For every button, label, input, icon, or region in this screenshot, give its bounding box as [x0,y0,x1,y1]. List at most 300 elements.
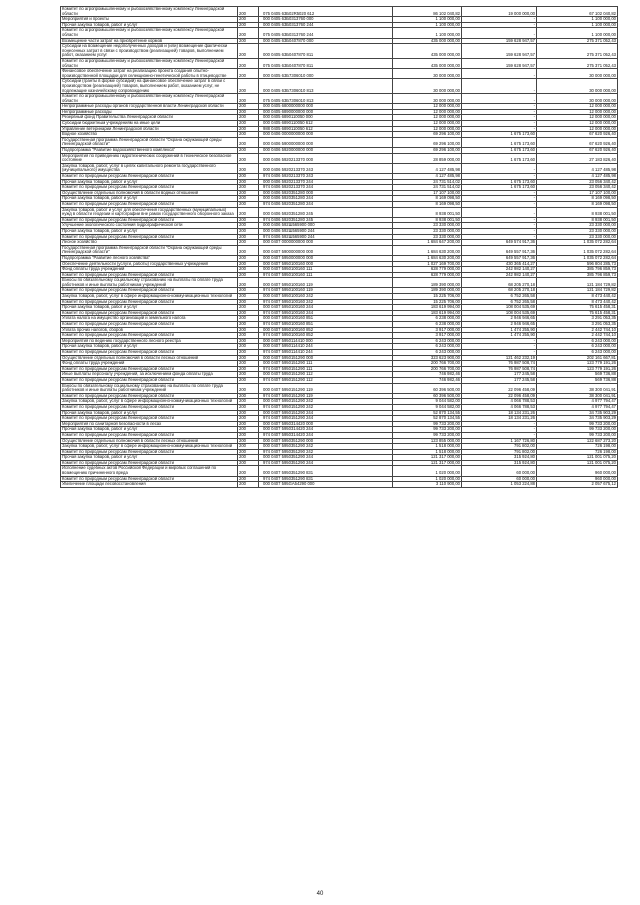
row-code: 200 [238,310,259,316]
row-name: Комитет по природным ресурсам Ленинградской области [61,174,238,180]
row-approved: 435 000 000,00 [393,58,462,68]
row-approved: 435 000 000,00 [393,44,462,59]
row-executed: 242 982 140,27 [462,272,537,278]
row-name: Комитет по природным ресурсам Ленинградской области [61,234,238,240]
row-classification: 000 0407 595GA54290 000 [259,482,393,488]
row-executed: - [462,201,537,207]
row-executed: 315 924,80 [462,455,537,461]
row-classification: 000 0407 5950314420 000 [259,421,393,427]
row-executed: 649 557 917,36 [462,245,537,255]
row-executed: - [462,109,537,115]
row-code: 200 [238,245,259,255]
row-executed: 108 004 535,69 [462,305,537,311]
row-code: 200 [238,240,259,246]
row-name: Государственная программа Ленинградской области "Охрана окружающей среды Ленинградской области" [61,137,238,147]
row-classification: 974 0407 5950351290 831 [259,476,393,482]
row-executed: - [462,432,537,438]
row-remaining: 75 615 458,31 [537,305,618,311]
row-approved: 1 684 630 200,00 [393,255,462,261]
row-name: Комитет по агропромышленному и рыбохозяйственному комплексу Ленинградской области [61,7,238,17]
row-name: Уплата налога на имущество организаций и земельного налога [61,316,238,322]
row-executed: - [462,79,537,94]
row-remaining: 121 001 075,20 [537,460,618,466]
row-approved: 8 169 098,50 [393,201,462,207]
row-remaining: 385 796 859,73 [537,272,618,278]
row-executed: - [462,126,537,132]
row-remaining: 17 107 100,00 [537,190,618,196]
row-approved: 323 623 900,00 [393,355,462,361]
row-remaining: 12 000 000,00 [537,104,618,110]
row-remaining: 121 184 729,82 [537,278,618,288]
row-classification: 974 0406 5920213370 244 [259,185,393,191]
row-executed: 68 205 270,18 [462,288,537,294]
row-name: Комитет по природным ресурсам Ленинградской области [61,366,238,372]
row-code: 200 [238,294,259,300]
row-classification: 000 0406 5920000000 000 [259,148,393,154]
row-name: Комитет по природным ресурсам Ленинградской области [61,350,238,356]
row-executed: 18 134 231,26 [462,410,537,416]
row-code: 200 [238,104,259,110]
row-name: Уплата прочих налогов, сборов [61,327,238,333]
row-approved: 30 000 000,00 [393,79,462,94]
row-executed: - [462,190,537,196]
row-executed: 22 096 458,09 [462,383,537,393]
row-code: 200 [238,126,259,132]
table-row [61,466,618,476]
table-row [61,28,618,38]
row-code: 200 [238,217,259,223]
row-name: Подпрограмма "Развитие водохозяйственного комплекса" [61,148,238,154]
row-classification: 000 0407 5950114410 000 [259,338,393,344]
row-remaining: 6 243 000,00 [537,350,618,356]
row-code: 200 [238,132,259,138]
row-remaining: 275 371 052,43 [537,38,618,44]
row-code: 200 [238,416,259,422]
row-remaining: 99 733 200,00 [537,427,618,433]
row-executed: 430 365 414,27 [462,261,537,267]
row-classification: 000 0407 0000000000 000 [259,240,393,246]
row-name: Комитет по природным ресурсам Ленинградской области [61,476,238,482]
row-remaining: 23 330 000,00 [537,228,618,234]
row-name: Мероприятия по санитарной безопасности в лесах [61,421,238,427]
row-name: Прочая закупка товаров, работ и услуг [61,344,238,350]
row-name: Комитет по природным ресурсам Ленинградской области [61,322,238,328]
row-name: Непрограммные расходы органов государственной власти Ленинградской области [61,104,238,110]
row-approved: 1 684 630 200,00 [393,245,462,255]
row-executed: 649 557 917,36 [462,255,537,261]
row-classification: 000 0407 5950351290 242 [259,444,393,450]
row-remaining: 6 243 000,00 [537,344,618,350]
row-code: 200 [238,38,259,44]
table-row [61,44,618,59]
table-row [61,69,618,79]
row-approved: 23 330 000,00 [393,234,462,240]
budget-table-sheet [60,6,616,488]
row-executed: 6 752 265,58 [462,299,537,305]
row-code: 200 [238,383,259,393]
row-remaining: 8 938 001,50 [537,217,618,223]
row-remaining: 123 779 191,26 [537,361,618,367]
row-classification: 075 0405 63Б7306010 813 [259,94,393,104]
row-code: 200 [238,327,259,333]
row-classification: 974 0407 5950151290 244 [259,416,393,422]
row-approved: 123 855 000,00 [393,438,462,444]
row-executed: - [462,421,537,427]
row-remaining: 67 620 926,40 [537,137,618,147]
row-remaining: 30 000 000,00 [537,69,618,79]
row-classification: 000 0407 5950100160 851 [259,316,393,322]
row-classification: 974 0407 5950114410 244 [259,350,393,356]
table-row [61,94,618,104]
row-name: Комитет по природным ресурсам Ленинградской области [61,201,238,207]
row-approved: 15 225 706,00 [393,299,462,305]
row-code: 200 [238,455,259,461]
row-code: 200 [238,377,259,383]
row-executed: 177 245,58 [462,372,537,378]
row-code: 200 [238,267,259,273]
row-classification: 000 0405 63Б0313760 000 [259,17,393,23]
row-name: Комитет по агропромышленному и рыбохозяйственному комплексу Ленинградской области [61,58,238,68]
row-code: 200 [238,316,259,322]
row-classification: 000 0407 5950100160 244 [259,305,393,311]
row-classification: 974 0407 5950100160 244 [259,310,393,316]
row-classification: 000 0407 5900000000 000 [259,245,393,255]
row-code: 200 [238,272,259,278]
row-approved: 183 619 994,00 [393,310,462,316]
row-code: 200 [238,121,259,127]
page-number: 40 [316,891,324,897]
row-code: 200 [238,44,259,59]
row-name: Прочая закупка товаров, работ и услуг [61,228,238,234]
row-classification: 000 0406 5920213370 244 [259,179,393,185]
row-code: 200 [238,305,259,311]
row-approved: 9 044 582,00 [393,399,462,405]
row-code: 200 [238,393,259,399]
row-code: 200 [238,338,259,344]
row-remaining: 385 796 859,73 [537,267,618,273]
row-executed: - [462,338,537,344]
row-remaining: 34 735 903,29 [537,416,618,422]
row-executed: 1 675 173,60 [462,137,537,147]
row-classification: 000 0405 63Б7306010 813 [259,79,393,94]
row-name: Закупка товаров, работ, услуг в сфере информационно-коммуникационных технологий [61,294,238,300]
row-approved: 24 731 514,02 [393,179,462,185]
row-approved: 60 396 500,00 [393,393,462,399]
row-name: Закупка товаров, работ и услуг для обеспечения государственных (муниципальных) нужд в области геодезии и картографии вне рамок государственного оборонного заказа [61,207,238,217]
row-code: 200 [238,460,259,466]
row-executed: 649 574 917,36 [462,240,537,246]
row-classification: 000 0405 63Б0407870 000 [259,38,393,44]
row-remaining: 569 736,88 [537,372,618,378]
row-remaining: 1 100 000,00 [537,17,618,23]
row-executed: - [462,196,537,202]
row-remaining: 275 371 052,43 [537,58,618,68]
row-code: 200 [238,115,259,121]
row-code: 200 [238,7,259,17]
row-classification: 000 0407 5950151290 242 [259,399,393,405]
row-remaining: 6 243 000,00 [537,338,618,344]
row-classification: 974 0406 592Ш565900 244 [259,234,393,240]
row-approved: 3 110 900,00 [393,482,462,488]
row-code: 200 [238,438,259,444]
row-classification: 000 0407 5950114410 244 [259,344,393,350]
row-executed: 177 245,58 [462,377,537,383]
row-executed: 1 675 173,60 [462,179,537,185]
row-executed: - [462,350,537,356]
row-remaining: 8 473 440,42 [537,299,618,305]
row-remaining: 3 291 053,35 [537,322,618,328]
row-name: Мероприятия и проекты [61,17,238,23]
row-code: 200 [238,58,259,68]
row-approved: 4 127 485,98 [393,163,462,173]
row-approved: 12 000 000,00 [393,126,462,132]
row-approved: 12 000 000,00 [393,104,462,110]
row-name: Комитет по агропромышленному и рыбохозяйственному комплексу Ленинградской области [61,94,238,104]
row-executed: - [462,28,537,38]
row-code: 200 [238,153,259,163]
row-executed: 1 167 726,80 [462,438,537,444]
row-executed: - [462,121,537,127]
row-name: Фонд оплаты труда учреждений [61,361,238,367]
row-classification: 000 0405 63Б7306010 000 [259,69,393,79]
table-body [61,7,618,488]
row-name: Фонд оплаты труда учреждений [61,267,238,273]
row-classification: 075 0405 63Б02R5020 612 [259,7,393,17]
row-name: Взносы по обязательному социальному страхованию на выплаты по оплате труда работников и иные выплаты работникам учреждений [61,278,238,288]
row-approved: 86 102 040,82 [393,7,462,17]
row-classification: 974 0406 5920351280 244 [259,201,393,207]
row-executed: 159 628 947,57 [462,38,537,44]
row-classification: 974 0407 5950100160 119 [259,288,393,294]
row-remaining: 1 100 000,00 [537,28,618,38]
row-name: Комитет по природным ресурсам Ленинградской области [61,272,238,278]
row-code: 200 [238,350,259,356]
row-code: 200 [238,228,259,234]
row-executed: - [462,163,537,173]
row-name: Резервный фонд Правительства Ленинградской области [61,115,238,121]
row-classification: 974 0407 5950100160 851 [259,322,393,328]
row-name: Взносы по обязательному социальному страхованию на выплаты по оплате труда работников и иные выплаты работникам учреждений [61,383,238,393]
row-classification: 000 0407 5950151290 000 [259,355,393,361]
row-approved: 9 044 582,00 [393,404,462,410]
row-classification: 000 0406 5920351280 244 [259,196,393,202]
row-remaining: 8 169 098,50 [537,201,618,207]
row-executed: - [462,69,537,79]
row-remaining: 12 000 000,00 [537,115,618,121]
row-executed: - [462,207,537,217]
table-row [61,482,618,488]
row-name: Комитет по агропромышленному и рыбохозяйственному комплексу Ленинградской области [61,28,238,38]
row-code: 200 [238,476,259,482]
row-approved: 746 982,46 [393,372,462,378]
row-remaining: 3 291 053,35 [537,316,618,322]
row-approved: 12 000 000,00 [393,121,462,127]
row-name: Исполнение судебных актов Российской Федерации и мировых соглашений по возмещению причиненного вреда [61,466,238,476]
row-approved: 99 733 200,00 [393,421,462,427]
row-classification: 000 0407 5950000000 000 [259,255,393,261]
row-approved: 628 779 000,00 [393,267,462,273]
row-name: Комитет по природным ресурсам Ленинградской области [61,377,238,383]
row-executed: - [462,104,537,110]
row-approved: 6 238 000,00 [393,316,462,322]
row-code: 200 [238,333,259,339]
row-code: 200 [238,174,259,180]
row-executed: 60 000,00 [462,466,537,476]
row-approved: 17 107 100,00 [393,190,462,196]
row-remaining: 30 000 000,00 [537,79,618,94]
row-remaining: 12 000 000,00 [537,109,618,115]
row-name: Мероприятия по приведению гидротехнических сооружений в техническое безопасное состояние [61,153,238,163]
row-remaining: 2 442 744,10 [537,327,618,333]
row-remaining: 2 057 675,12 [537,482,618,488]
row-name: Комитет по природным ресурсам Ленинградской области [61,449,238,455]
row-executed: 4 066 788,53 [462,404,537,410]
row-executed: 1 675 173,60 [462,153,537,163]
row-executed: 6 752 265,58 [462,294,537,300]
row-code: 200 [238,255,259,261]
row-executed: 1 675 173,60 [462,148,537,154]
row-remaining: 12 000 000,00 [537,121,618,127]
row-remaining: 4 977 794,47 [537,399,618,405]
row-code: 200 [238,17,259,23]
row-code: 200 [238,278,259,288]
row-executed: 76 987 508,74 [462,366,537,372]
row-code: 200 [238,201,259,207]
row-approved: 4 127 485,98 [393,174,462,180]
row-classification: 000 0405 6890110050 000 [259,115,393,121]
row-approved: 746 982,46 [393,377,462,383]
row-classification: 974 0406 5920213370 243 [259,174,393,180]
row-name: Возмещение части затрат на приобретение кормов [61,38,238,44]
table-row [61,278,618,288]
row-remaining: 4 127 485,98 [537,163,618,173]
row-approved: 6 243 000,00 [393,338,462,344]
row-approved: 69 296 100,00 [393,148,462,154]
row-code: 200 [238,355,259,361]
row-executed: 1 474 255,90 [462,327,537,333]
row-approved: 12 000 000,00 [393,109,462,115]
row-remaining: 38 300 041,91 [537,383,618,393]
row-approved: 8 938 001,50 [393,207,462,217]
row-remaining: 99 733 200,00 [537,421,618,427]
row-name: Обеспечение деятельности (услуги, работы) государственных учреждений [61,261,238,267]
row-executed: 159 628 947,57 [462,58,537,68]
row-approved: 69 296 100,00 [393,137,462,147]
row-classification: 974 0407 5950314420 244 [259,432,393,438]
row-name: Улучшение экологического состояния гидрографической сети [61,223,238,229]
row-code: 200 [238,207,259,217]
row-approved: 121 317 000,00 [393,460,462,466]
row-code: 200 [238,449,259,455]
row-classification: 974 0407 5950151290 111 [259,366,393,372]
row-classification: 000 0405 6800000000 000 [259,104,393,110]
row-name: Прочая закупка товаров, работ и услуг [61,22,238,28]
row-name: Лесное хозяйство [61,240,238,246]
row-remaining: 30 000 000,00 [537,94,618,104]
row-remaining: 569 736,88 [537,377,618,383]
row-name: Комитет по природным ресурсам Ленинградской области [61,404,238,410]
row-remaining: 34 735 903,29 [537,410,618,416]
row-classification: 974 0407 5950100160 852 [259,333,393,339]
row-approved: 6 243 000,00 [393,344,462,350]
row-classification: 000 0407 5950100160 000 [259,261,393,267]
row-remaining: 38 300 041,91 [537,393,618,399]
row-classification: 000 0407 5950100160 852 [259,327,393,333]
row-classification: 000 0406 5920213370 243 [259,163,393,173]
budget-execution-table [60,6,618,488]
row-name: Прочая закупка товаров, работ и услуг [61,196,238,202]
row-executed: - [462,22,537,28]
row-classification: 974 0406 5920351280 245 [259,217,393,223]
row-name: Комитет по природным ресурсам Ленинградской области [61,185,238,191]
row-code: 200 [238,223,259,229]
row-name: Закупка товаров, работ, услуг в сфере информационно-коммуникационных технологий [61,444,238,450]
row-name: Комитет по природным ресурсам Ленинградской области [61,416,238,422]
row-code: 200 [238,372,259,378]
table-row [61,58,618,68]
row-approved: 99 733 200,00 [393,427,462,433]
row-executed: 1 675 173,60 [462,132,537,138]
table-row [61,137,618,147]
row-name: Комитет по природным ресурсам Ленинградской области [61,333,238,339]
row-executed: 108 004 535,69 [462,310,537,316]
row-name: Прочая закупка товаров, работ и услуг [61,179,238,185]
row-approved: 1 518 000,00 [393,449,462,455]
row-name: Подпрограмма "Развитие лесного хозяйства" [61,255,238,261]
row-name: Комитет по природным ресурсам Ленинградской области [61,299,238,305]
row-remaining: 12 000 000,00 [537,126,618,132]
row-code: 200 [238,344,259,350]
row-approved: 200 766 700,00 [393,366,462,372]
row-approved: 183 619 994,00 [393,305,462,311]
row-remaining: 275 371 052,43 [537,44,618,59]
row-remaining: 67 620 926,40 [537,132,618,138]
row-approved: 12 000 000,00 [393,115,462,121]
row-name: Мероприятия по ведению государственного лесного реестра [61,338,238,344]
row-remaining: 23 056 340,42 [537,179,618,185]
row-code: 200 [238,444,259,450]
row-remaining: 596 804 285,73 [537,261,618,267]
row-approved: 3 917 000,00 [393,327,462,333]
row-name: Иные выплаты персоналу учреждений, за исключением фонда оплаты труда [61,372,238,378]
row-executed: - [462,217,537,223]
table-row [61,207,618,217]
table-row [61,383,618,393]
row-classification: 000 0407 5950351290 831 [259,466,393,476]
row-name: Государственная программа Ленинградской области "Охрана окружающей среды Ленинградской области" [61,245,238,255]
row-approved: 99 733 200,00 [393,432,462,438]
row-approved: 189 390 000,00 [393,278,462,288]
row-executed: - [462,115,537,121]
row-classification: 000 0406 592Ш565900 244 [259,228,393,234]
row-code: 200 [238,79,259,94]
row-name: Комитет по природным ресурсам Ленинградской области [61,432,238,438]
row-classification: 000 0405 63Б0407870 811 [259,44,393,59]
row-executed: 76 987 508,74 [462,361,537,367]
row-approved: 189 390 000,00 [393,288,462,294]
row-remaining: 99 733 200,00 [537,432,618,438]
row-approved: 1 518 000,00 [393,444,462,450]
row-code: 200 [238,28,259,38]
row-code: 200 [238,466,259,476]
row-code: 200 [238,361,259,367]
row-executed: 22 096 458,09 [462,393,537,399]
row-code: 200 [238,148,259,154]
row-approved: 628 779 000,00 [393,272,462,278]
row-remaining: 4 127 485,98 [537,174,618,180]
row-name: Закупка товаров, работ, услуг в целях капитального ремонта государственного (муниципального) имущества [61,163,238,173]
row-approved: 1 020 000,00 [393,466,462,476]
